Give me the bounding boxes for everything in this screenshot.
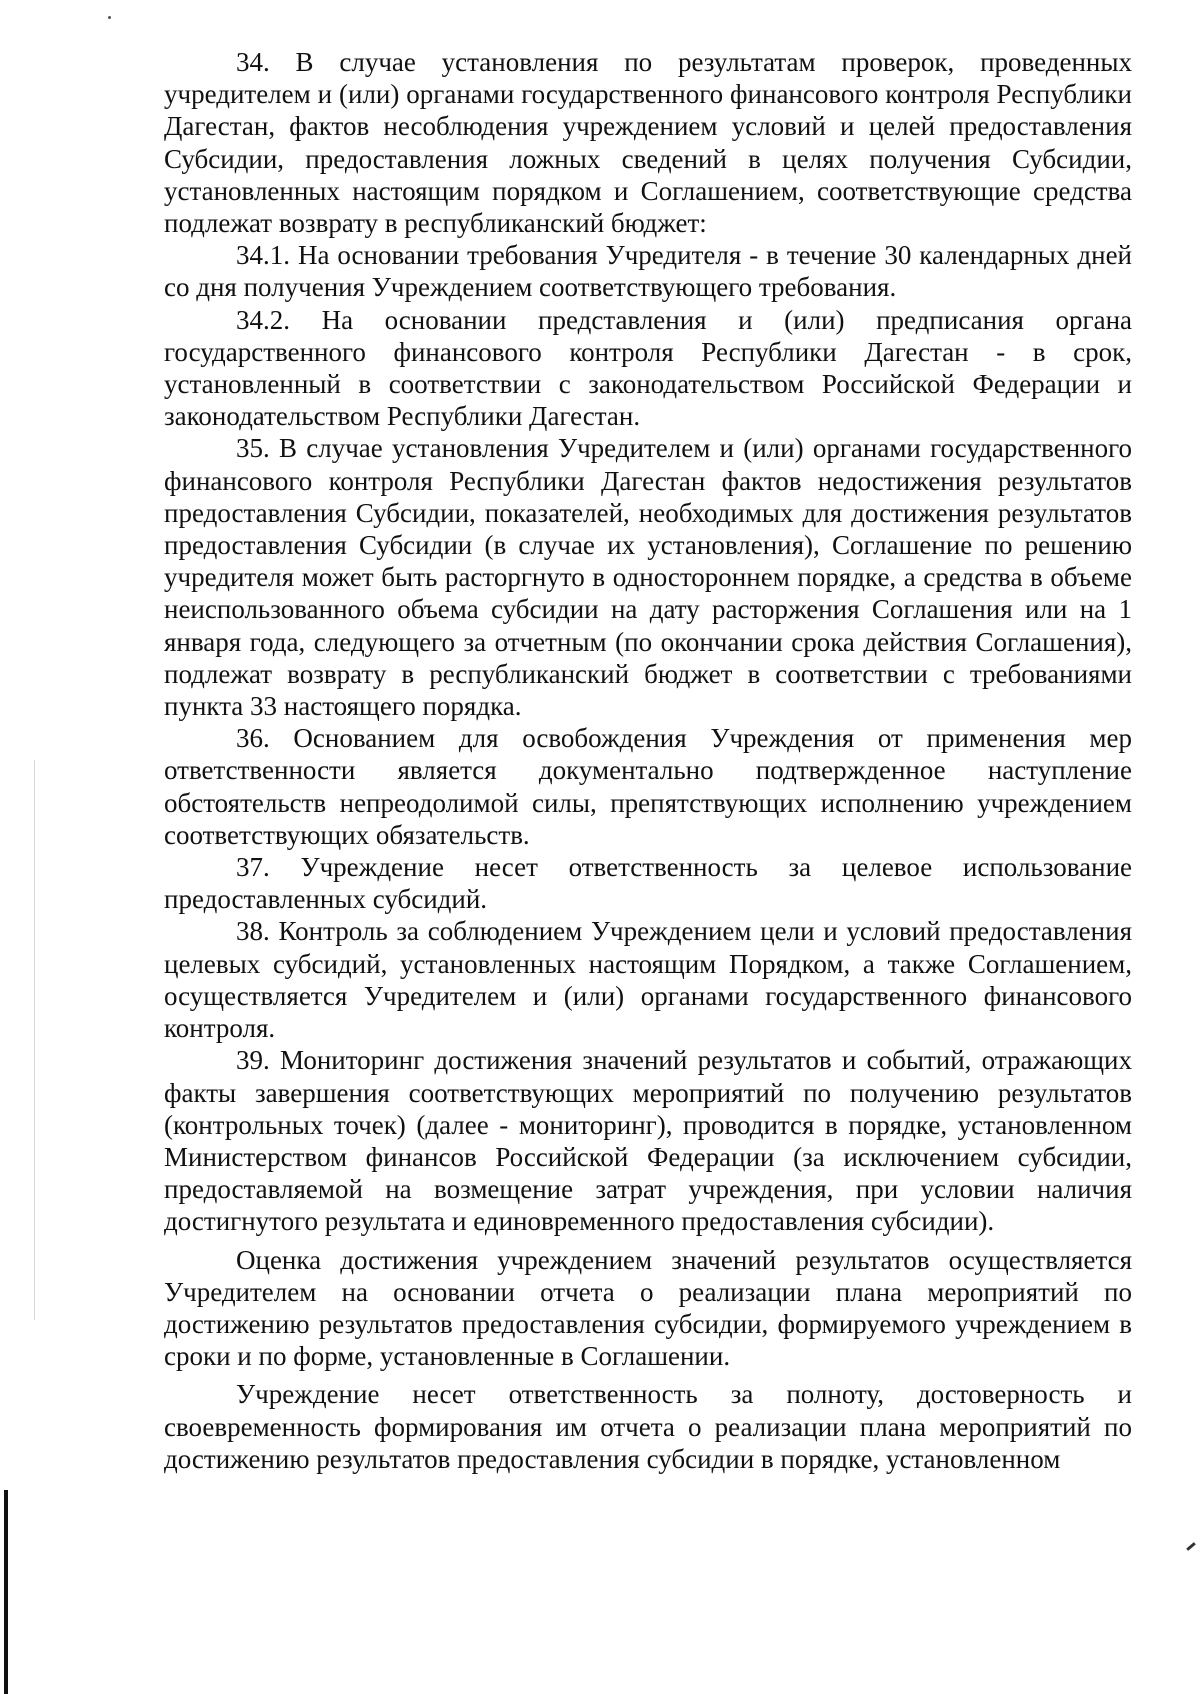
paragraph-35: 35. В случае установления Учредителем и (или) органами государственного финансового контроля Республики Дагестан фактов недостижения результатов предоставления Субсидии, показателей, необходимых для достижения результатов предоставления Субсидии (в случае их установления), Соглашение по решению учредителя может быть расторгнуто в одностороннем порядке, а средства в объеме неиспользованного объема субсидии на дату расторжения Соглашения или на 1 января года, следующего за отчетным (по окончании срока действия Соглашения), подлежат возврату в республиканский бюджет в соответствии с требованиями пункта 33 настоящего порядка. bbox=[164, 433, 1132, 722]
document-body bbox=[164, 46, 1132, 1475]
paragraph-evaluation: Оценка достижения учреждением значений результатов осуществляется Учредителем на основании отчета о реализации плана мероприятий по достижению результатов предоставления субсидии, формируемого учреждением в сроки и по форме, установленные в Соглашении. bbox=[164, 1244, 1132, 1372]
paragraph-39: 39. Мониторинг достижения значений результатов и событий, отражающих факты завершения соответствующих мероприятий по получению результатов (контрольных точек) (далее - мониторинг), проводится в порядке, установленном Министерством финансов Российской Федерации (за исключением субсидии, предоставляемой на возмещение затрат учреждения, при условии наличия достигнутого результата и единовременного предоставления субсидии). bbox=[164, 1045, 1132, 1237]
paragraph-38: 38. Контроль за соблюдением Учреждением цели и условий предоставления целевых субсидий, установленных настоящим Порядком, а также Соглашением, осуществляется Учредителем и (или) органами государственного финансового контроля. bbox=[164, 916, 1132, 1044]
paragraph-37: 37. Учреждение несет ответственность за целевое использование предоставленных субсидий. bbox=[164, 852, 1132, 915]
paragraph-36: 36. Основанием для освобождения Учреждения от применения мер ответственности является документально подтвержденное наступление обстоятельств непреодолимой силы, препятствующих исполнению учреждением соответствующих обязательств. bbox=[164, 723, 1132, 850]
paragraph-34: 34. В случае установления по результатам проверок, проведенных учредителем и (или) органами государственного финансового контроля Республики Дагестан, фактов несоблюдения учреждением условий и целей предоставления Субсидии, предоставления ложных сведений в целях получения Субсидии, установленных настоящим порядком и Соглашением, соответствующие средства подлежат возврату в республиканский бюджет: bbox=[164, 47, 1132, 239]
paragraph-34-2: 34.2. На основании представления и (или) предписания органа государственного финансового контроля Республики Дагестан - в срок, установленный в соответствии с законодательством Российской Федерации и законодательством Республики Дагестан. bbox=[164, 304, 1132, 432]
scan-edge-shadow bbox=[34, 760, 35, 1320]
scan-speck bbox=[108, 16, 111, 19]
paragraph-34-1: 34.1. На основании требования Учредителя - в течение 30 календарных дней со дня получения Учреждением соответствующего требования. bbox=[164, 240, 1132, 303]
scan-edge-mark bbox=[4, 1490, 8, 1694]
paragraph-responsibility: Учреждение несет ответственность за полноту, достоверность и своевременность формирования им отчета о реализации плана мероприятий по достижению результатов предоставления субсидии в порядке, установленном bbox=[164, 1379, 1132, 1474]
scan-pen-tick bbox=[1186, 1542, 1196, 1551]
